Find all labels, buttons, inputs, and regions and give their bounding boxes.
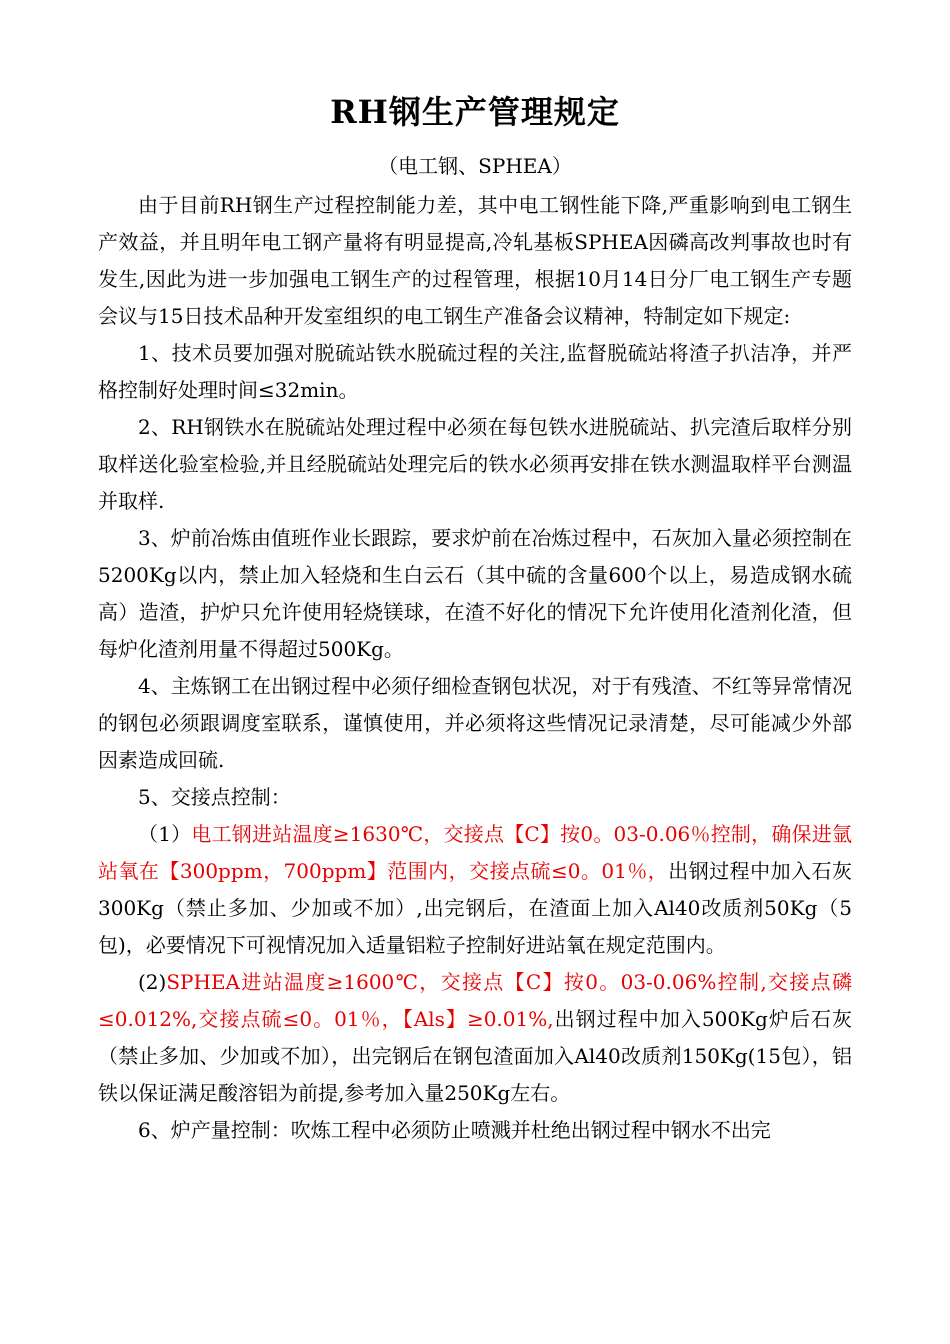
subitem-2-highlight: SPHEA进站温度≥1600℃，交接点【C】按0。03-0.06%控制,交接点磷≤0.012%,交接点硫≤0。01％，【Als】≥0.01%, <box>98 970 852 1031</box>
document-subtitle: （电工钢、SPHEA） <box>378 154 572 178</box>
subitem-2-text: 出钢过程中加入500Kg炉后石灰（禁止多加、少加或不加），出完钢后在钢包渣面加入Al40改质剂150Kg(15包），铝铁以保证满足酸溶铝为前提,参考加入量250Kg左右。 <box>98 1007 852 1105</box>
item-6-paragraph: 6、炉产量控制：吹炼工程中必须防止喷溅并杜绝出钢过程中钢水不出完 <box>138 1118 771 1142</box>
item-2-paragraph: 2、RH钢铁水在脱硫站处理过程中必须在每包铁水进脱硫站、扒完渣后取样分别取样送化验室检验,并且经脱硫站处理完后的铁水必须再安排在铁水测温取样平台测温并取样. <box>98 415 852 513</box>
item-3-paragraph: 3、炉前冶炼由值班作业长跟踪，要求炉前在冶炼过程中，石灰加入量必须控制在5200Kg以内，禁止加入轻烧和生白云石（其中硫的含量600个以上，易造成钢水硫高）造渣，护炉只允许使用轻烧镁球，在渣不好化的情况下允许使用化渣剂化渣，但每炉化渣剂用量不得超过500Kg。 <box>98 526 852 661</box>
document-body <box>98 187 852 1149</box>
subitem-1-paragraph <box>98 816 852 964</box>
subitem-1-prefix: （1） <box>138 822 192 846</box>
document-title: RH钢生产管理规定 <box>330 93 620 131</box>
item-1-paragraph: 1、技术员要加强对脱硫站铁水脱硫过程的关注,监督脱硫站将渣子扒洁净，并严格控制好处理时间≤32min。 <box>98 341 852 402</box>
intro-paragraph: 由于目前RH钢生产过程控制能力差，其中电工钢性能下降,严重影响到电工钢生产效益，并且明年电工钢产量将有明显提高,冷轧基板SPHEA因磷高改判事故也时有发生,因此为进一步加强电工钢生产的过程管理，根据10月14日分厂电工钢生产专题会议与15日技术品种开发室组织的电工钢生产准备会议精神，特制定如下规定: <box>98 193 852 328</box>
subitem-2-paragraph <box>98 964 852 1112</box>
subitem-1-highlight: 电工钢进站温度≥1630℃，交接点【C】按0。03-0.06％控制，确保进氩站氧在【300ppm，700ppm】范围内，交接点硫≤0。01％， <box>98 822 852 883</box>
subitem-2-prefix: (2) <box>138 970 167 994</box>
item-5-paragraph: 5、交接点控制： <box>138 785 291 809</box>
subitem-1-text: 出钢过程中加入石灰300Kg（禁止多加、少加或不加）,出完钢后，在渣面上加入Al40改质剂50Kg（5包)，必要情况下可视情况加入适量铝粒子控制好进站氧在规定范围内。 <box>98 859 853 957</box>
item-4-paragraph: 4、主炼钢工在出钢过程中必须仔细检查钢包状况，对于有残渣、不红等异常情况的钢包必须跟调度室联系，谨慎使用，并必须将这些情况记录清楚，尽可能减少外部因素造成回硫. <box>98 674 852 772</box>
